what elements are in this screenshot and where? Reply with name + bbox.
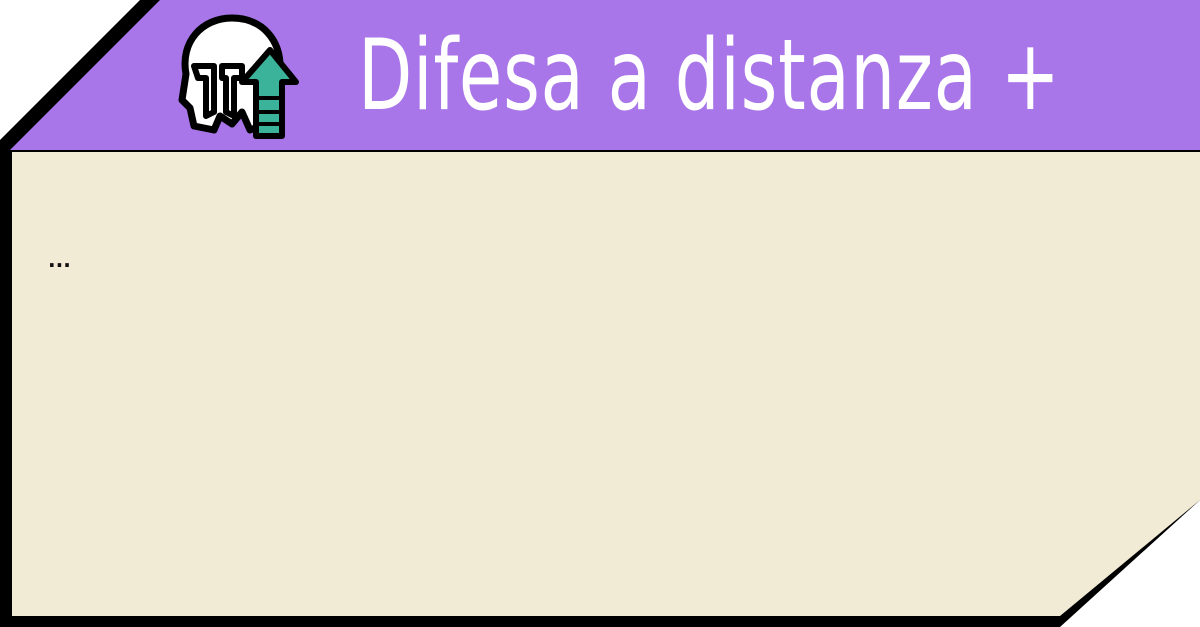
helmet-upgrade-icon <box>170 12 304 140</box>
card-description: ... <box>48 248 71 272</box>
card-body-panel <box>12 152 1200 616</box>
card-title: Difesa a distanza + <box>358 19 1061 133</box>
